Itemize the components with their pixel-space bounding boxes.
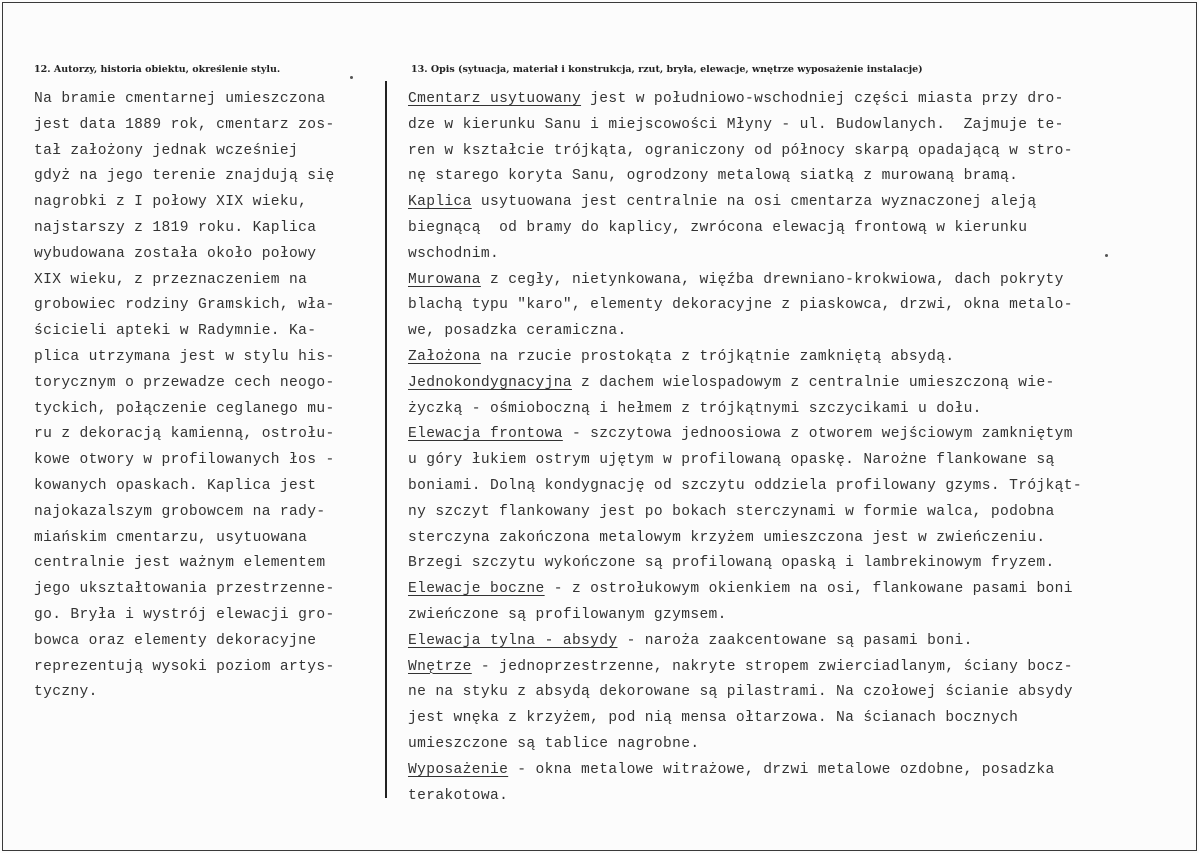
underlined-heading: Cmentarz usytuowany: [408, 91, 582, 107]
description-text: blachą typu "karo", elementy dekoracyjne z piaskowca, drzwi, okna metalo-: [408, 297, 1073, 314]
description-text-line: [408, 448, 1082, 474]
description-text-line: [408, 139, 1082, 165]
description-text: z dachem wielospadowym z centralnie umieszczoną wie-: [571, 374, 1055, 391]
history-text-line: centralnie jest ważnym elementem: [34, 555, 326, 572]
description-text-line: [408, 474, 1082, 500]
underlined-heading: Kaplica: [408, 194, 472, 211]
description-text: Brzegi szczytu wykończone są profilowaną opaską i lambrekinowym fryzem.: [408, 555, 1055, 572]
description-text-line: [408, 629, 1082, 655]
description-text: wschodnim.: [408, 245, 500, 262]
underlined-heading: Elewacje boczne: [408, 581, 545, 598]
description-text: - szczytowa jednoosiowa z otworem wejściowym zamkniętym: [562, 426, 1073, 443]
history-text-line: reprezentują wysoki poziom artys-: [34, 658, 335, 675]
description-text: ne na styku z absydą dekorowane są pilastrami. Na czołowej ścianie absydy: [408, 684, 1073, 701]
description-text-line: [408, 577, 1082, 603]
underlined-heading: Elewacja tylna - absydy: [408, 632, 618, 649]
history-text-line: kowe otwory w profilowanych łos -: [34, 452, 335, 469]
description-text-line: [408, 268, 1082, 294]
underlined-heading: Jednokondygnacyjna: [408, 374, 572, 391]
description-text-line: [408, 190, 1082, 216]
description-text-line: [408, 732, 1082, 758]
description-text: nę starego koryta Sanu, ogrodzony metalową siatką z murowaną bramą.: [408, 168, 1019, 185]
history-text-line: jest data 1889 rok, cmentarz zos-: [34, 116, 335, 133]
description-text: zwieńczone są profilowanym gzymsem.: [408, 606, 727, 623]
description-text: boniami. Dolną kondygnację od szczytu oddziela profilowany gzyms. Trójkąt-: [408, 477, 1082, 494]
description-text: z cegły, nietynkowana, więźba drewniano-krokwiowa, dach pokryty: [480, 271, 1064, 288]
description-text-line: [408, 164, 1082, 190]
history-text-line: plica utrzymana jest w stylu his-: [34, 348, 335, 365]
description-text-line: [408, 706, 1082, 732]
history-text-line: kowanych opaskach. Kaplica jest: [34, 477, 317, 494]
section-13-header: 13. Opis (sytuacja, materiał i konstrukcja, rzut, bryła, elewacje, wnętrze wyposażenie instalacje): [411, 64, 923, 75]
description-text: - okna metalowe witrażowe, drzwi metalowe ozdobne, posadzka: [508, 761, 1055, 778]
description-text-line: [408, 216, 1082, 242]
history-text-column: [34, 87, 335, 706]
description-text-column: [408, 87, 1082, 809]
column-divider: [385, 81, 387, 798]
description-text-line: [408, 551, 1082, 577]
history-text-line: tał założony jednak wcześniej: [34, 142, 299, 159]
history-text-line: tyczny.: [34, 684, 98, 701]
underlined-heading: Wyposażenie: [408, 761, 509, 778]
description-text: terakotowa.: [408, 787, 509, 804]
page-border-top: [2, 2, 1196, 3]
description-text: - jednoprzestrzenne, nakryte stropem zwierciadlanym, ściany bocz-: [471, 658, 1073, 675]
description-text: - z ostrołukowym okienkiem na osi, flankowane pasami boni: [544, 581, 1073, 598]
description-text: biegnącą od bramy do kaplicy, zwrócona elewacją frontową w kierunku: [408, 219, 1028, 236]
description-text-line: [408, 293, 1082, 319]
description-text: ren w kształcie trójkąta, ograniczony od północy skarpą opadającą w stro-: [408, 142, 1073, 159]
history-text-line: miańskim cmentarzu, usytuowana: [34, 529, 308, 546]
history-text-line: gdyż na jego terenie znajdują się: [34, 168, 335, 185]
underlined-heading: Murowana: [408, 271, 481, 288]
history-text-line: go. Bryła i wystrój elewacji gro-: [34, 606, 335, 623]
underlined-heading: Założona: [408, 348, 481, 365]
description-text: dze w kierunku Sanu i miejscowości Młyny - ul. Budowlanych. Zajmuje te-: [408, 116, 1064, 133]
description-text: usytuowana jest centralnie na osi cmentarza wyznaczonej aleją: [471, 194, 1037, 211]
description-text-line: [408, 603, 1082, 629]
speck-mark: [1105, 254, 1108, 257]
description-text: u góry łukiem ostrym ujętym w profilowaną opaskę. Narożne flankowane są: [408, 452, 1055, 469]
section-12-header: 12. Autorzy, historia obiektu, określenie stylu.: [34, 64, 281, 75]
description-text-line: [408, 242, 1082, 268]
page-border-bottom: [2, 850, 1196, 851]
description-text-line: [408, 113, 1082, 139]
description-text-line: [408, 784, 1082, 810]
history-text-line: torycznym o przewadze cech neogo-: [34, 374, 335, 391]
description-text-line: [408, 758, 1082, 784]
description-text: sterczyna zakończona metalowym krzyżem umieszczona jest w zwieńczeniu.: [408, 529, 1046, 546]
description-text-line: [408, 526, 1082, 552]
history-text-line: ru z dekoracją kamienną, ostrołu-: [34, 426, 335, 443]
description-text-line: [408, 680, 1082, 706]
description-text: jest w południowo-wschodniej części miasta przy dro-: [581, 91, 1064, 107]
description-text: życzką - ośmioboczną i hełmem z trójkątnymi szczycikami u dołu.: [408, 400, 982, 417]
description-text: jest wnęka z krzyżem, pod nią mensa ołtarzowa. Na ścianach bocznych: [408, 710, 1019, 727]
history-text-line: grobowiec rodziny Gramskich, wła-: [34, 297, 335, 314]
description-text-line: [408, 500, 1082, 526]
description-text: umieszczone są tablice nagrobne.: [408, 735, 700, 752]
history-text-line: tyckich, połączenie ceglanego mu-: [34, 400, 335, 417]
description-text-line: [408, 87, 1082, 113]
history-text-line: bowca oraz elementy dekoracyjne: [34, 632, 317, 649]
history-text-line: XIX wieku, z przeznaczeniem na: [34, 271, 308, 288]
description-text-line: [408, 422, 1082, 448]
description-text: we, posadzka ceramiczna.: [408, 323, 627, 340]
speck-mark: [350, 76, 353, 79]
history-text-line: jego ukształtowania przestrzenne-: [34, 581, 335, 598]
history-text-line: ścicieli apteki w Radymnie. Ka-: [34, 323, 317, 340]
page-border-left: [2, 2, 3, 851]
history-text-line: najokazalszym grobowcem na rady-: [34, 503, 326, 520]
description-text: - naroża zaakcentowane są pasami boni.: [617, 632, 973, 649]
page-border-right: [1196, 2, 1197, 851]
description-text: ny szczyt flankowany jest po bokach sterczynami w formie walca, podobna: [408, 503, 1055, 520]
description-text: na rzucie prostokąta z trójkątnie zamkniętą absydą.: [480, 348, 955, 365]
history-text-line: nagrobki z I połowy XIX wieku,: [34, 194, 308, 211]
history-text-line: wybudowana została około połowy: [34, 245, 317, 262]
underlined-heading: Wnętrze: [408, 658, 472, 675]
description-text-line: [408, 655, 1082, 681]
history-text-line: Na bramie cmentarnej umieszczona: [34, 91, 326, 107]
underlined-heading: Elewacja frontowa: [408, 426, 563, 443]
description-text-line: [408, 397, 1082, 423]
history-text-line: najstarszy z 1819 roku. Kaplica: [34, 219, 317, 236]
description-text-line: [408, 319, 1082, 345]
description-text-line: [408, 371, 1082, 397]
description-text-line: [408, 345, 1082, 371]
